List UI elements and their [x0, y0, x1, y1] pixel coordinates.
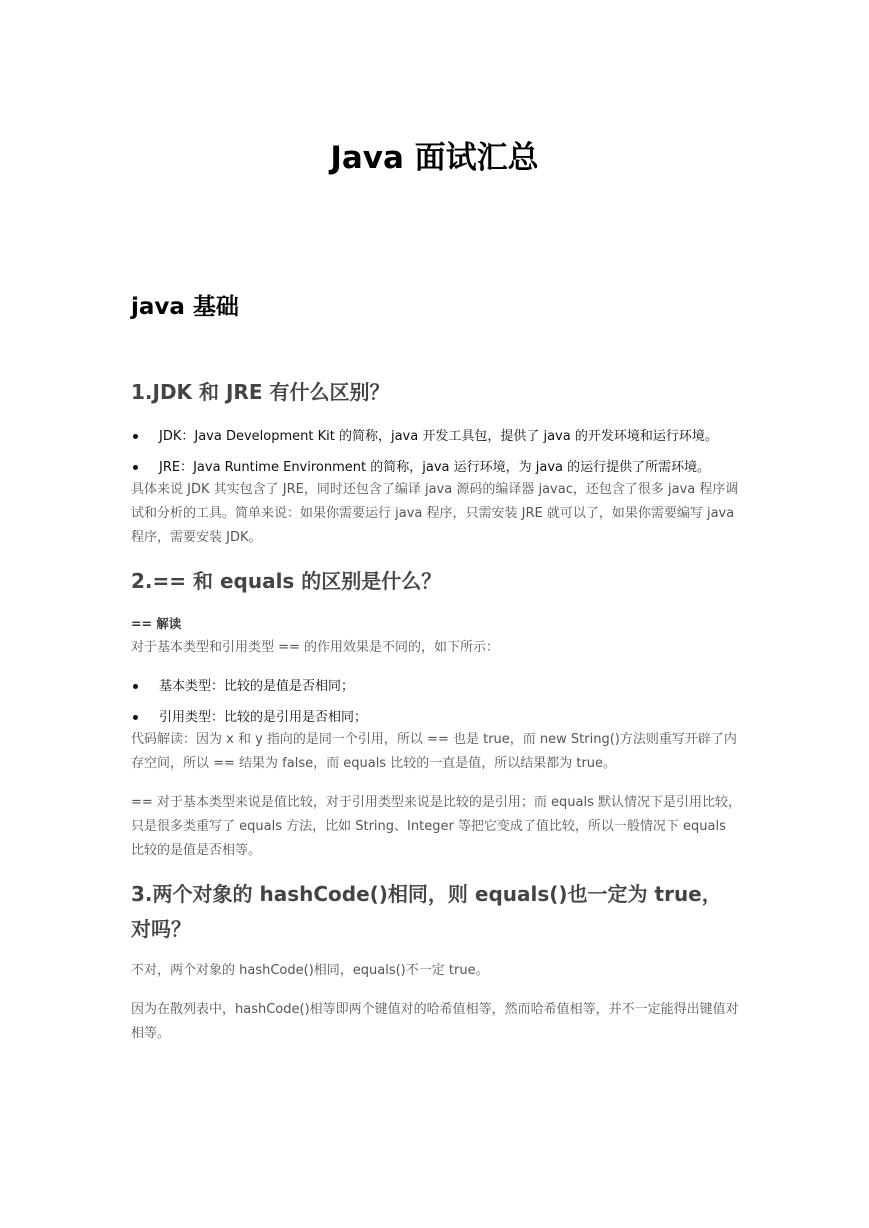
question-2-summary: == 对于基本类型来说是值比较，对于引用类型来说是比较的是引用；而 equals 默认情况下是引用比较，只是很多类重写了 equals 方法，比如 String、Integer 等把它变成了值比较，所以一般情况下 equals 比较的是值是否相等。: [131, 795, 742, 858]
question-1-paragraph: 具体来说 JDK 其实包含了 JRE，同时还包含了编译 java 源码的编译器 javac，还包含了很多 java 程序调试和分析的工具。简单来说：如果你需要运行 java 程序，只需安装 JRE 就可以了，如果你需要编写 java 程序，需要安装 JDK。: [131, 482, 739, 545]
list-item: JRE：Java Runtime Environment 的简称，java 运行环境，为 java 的运行提供了所需环境。: [131, 452, 751, 483]
question-2-heading: 2.== 和 equals 的区别是什么？: [131, 569, 442, 593]
list-item: 基本类型：比较的是值是否相同；: [131, 671, 751, 702]
question-1-bullet-list: [131, 421, 751, 483]
question-3-answer: 不对，两个对象的 hashCode()相同，equals()不一定 true。: [131, 963, 489, 978]
list-item: 引用类型：比较的是引用是否相同；: [131, 702, 751, 733]
section-heading-java-basics: java 基础: [131, 294, 239, 320]
list-item: JDK：Java Development Kit 的简称，java 开发工具包，提供了 java 的开发环境和运行环境。: [131, 421, 751, 452]
question-2-code-explanation: 代码解读：因为 x 和 y 指向的是同一个引用，所以 == 也是 true，而 new String()方法则重写开辟了内存空间，所以 == 结果为 false，而 equals 比较的一直是值，所以结果都为 true。: [131, 732, 737, 771]
question-3-reason: 因为在散列表中，hashCode()相等即两个键值对的哈希值相等，然而哈希值相等，并不一定能得出键值对相等。: [131, 1002, 739, 1041]
question-2-bullet-list: [131, 671, 751, 733]
document-title: Java 面试汇总: [330, 140, 539, 176]
question-3-heading: 3.两个对象的 hashCode()相同，则 equals()也一定为 true，对吗？: [131, 882, 722, 941]
question-1-heading: 1.JDK 和 JRE 有什么区别？: [131, 380, 390, 404]
question-2-label: == 解读: [131, 616, 182, 631]
question-2-intro: 对于基本类型和引用类型 == 的作用效果是不同的，如下所示：: [131, 640, 500, 655]
